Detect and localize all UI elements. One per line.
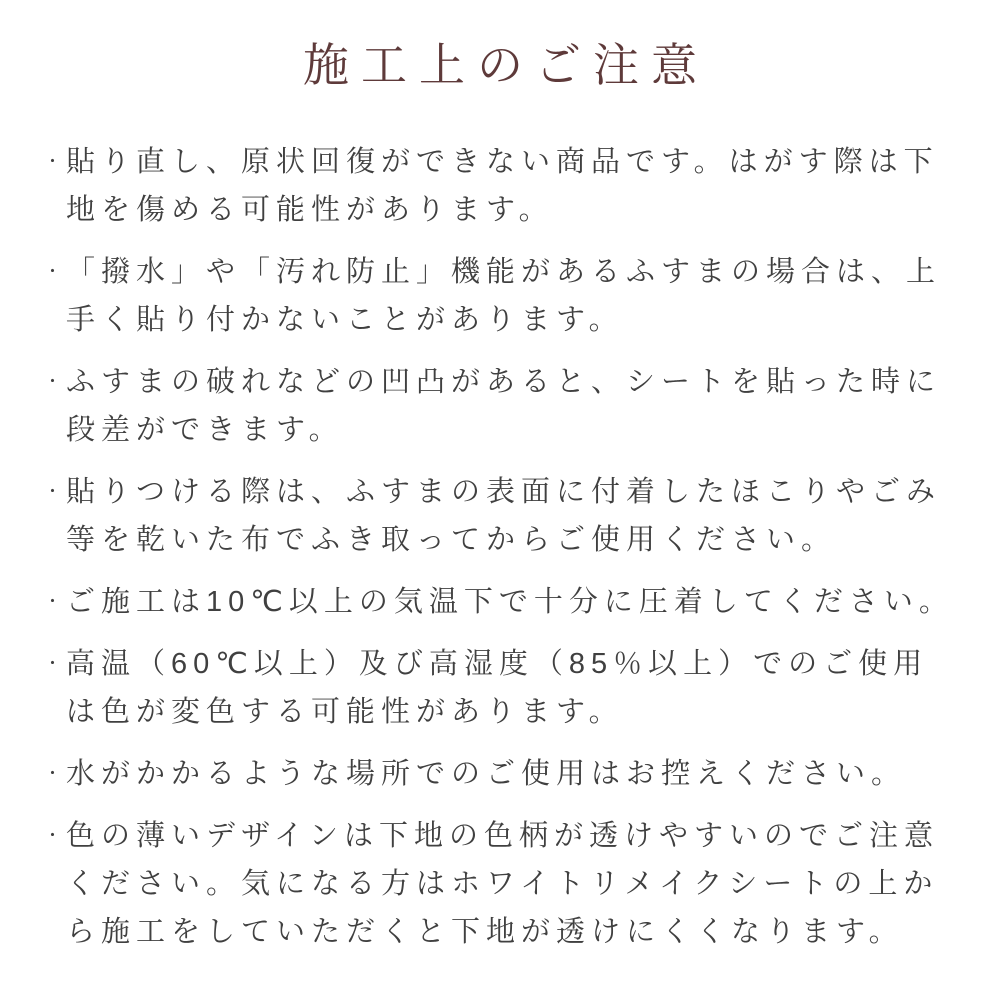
bullet-dot: ・ <box>44 261 61 281</box>
bullet-dot: ・ <box>44 825 61 845</box>
note-item-7 <box>44 750 956 798</box>
note-text-1: 貼り直し、原状回復ができない商品です。はがす際は下地を傷める可能性があります。 <box>66 145 939 226</box>
note-item-3 <box>44 358 956 454</box>
note-item-2 <box>44 248 956 344</box>
bullet-dot: ・ <box>44 371 61 391</box>
note-text-5: ご施工は10℃以上の気温下で十分に圧着してください。 <box>66 585 954 618</box>
bullet-dot: ・ <box>44 763 61 783</box>
bullet-dot: ・ <box>44 151 61 171</box>
note-text-8: 色の薄いデザインは下地の色柄が透けやすいのでご注意ください。気になる方はホワイトリメイクシートの上から施工をしていただくと下地が透けにくくなります。 <box>66 819 939 948</box>
precautions-list <box>44 138 956 956</box>
note-text-3: ふすまの破れなどの凹凸があると、シートを貼った時に段差ができます。 <box>66 365 942 446</box>
note-text-4: 貼りつける際は、ふすまの表面に付着したほこりやごみ等を乾いた布でふき取ってからご使用ください。 <box>66 475 942 556</box>
bullet-dot: ・ <box>44 653 61 673</box>
note-item-8 <box>44 812 956 956</box>
note-item-4 <box>44 468 956 564</box>
note-item-1 <box>44 138 956 234</box>
note-item-6 <box>44 640 956 736</box>
note-text-7: 水がかかるような場所でのご使用はお控えください。 <box>66 757 907 790</box>
note-text-6: 高温（60℃以上）及び高湿度（85％以上）でのご使用は色が変色する可能性があります。 <box>66 647 929 728</box>
bullet-dot: ・ <box>44 481 61 501</box>
note-text-2: 「撥水」や「汚れ防止」機能があるふすまの場合は、上手く貼り付かないことがあります。 <box>66 255 942 336</box>
note-item-5 <box>44 578 956 626</box>
page-title: 施工上のご注意 <box>303 39 709 91</box>
bullet-dot: ・ <box>44 591 61 611</box>
